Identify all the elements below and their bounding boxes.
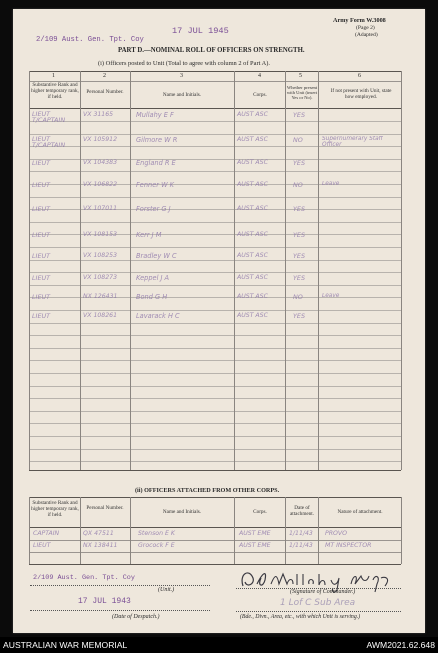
footer-left: AUSTRALIAN WAR MEMORIAL [3,640,128,650]
row-note: Leave [322,293,340,299]
table1-row-line [29,247,401,248]
table1-row-line [29,461,401,462]
table1-col-divider [234,71,235,470]
header-number: Personal Number. [86,89,124,95]
row-name: Bond G H [136,293,168,301]
signature-caption: (Signature of Commander.) [290,589,356,595]
header2-rank: Substantive Rank and higher temporary rank, if held. [31,500,79,518]
header2-number: Personal Number. [86,505,124,511]
row-rank: LIEUT [32,159,51,167]
table1-row-line [29,360,401,361]
part-title: PART D.—NOMINAL ROLL OF OFFICERS ON STRENGTH. [118,47,305,54]
table2-header-rule [29,527,401,528]
form-id: Army Form W.3008 [333,17,386,24]
table1-col-divider [318,71,319,470]
table1-row-line [29,436,401,437]
date-stamp-top: 17 JUL 1945 [172,26,229,36]
table1-row-line [29,310,401,311]
row-number: VX 104383 [83,159,118,166]
row-present: NO [293,293,303,301]
attached-name: Stenson E K [138,530,175,537]
header-corps: Corps. [253,92,267,98]
table2-col-divider [234,497,235,564]
location-handwriting: 1 Lof C Sub Area [280,598,356,608]
attached-corps: AUST EME [239,542,271,549]
row-number: VX 108253 [83,252,118,259]
table1-bottom-rule [29,470,401,471]
table1-row-line [29,121,401,122]
row-present: YES [293,205,305,213]
table1-top-rule [29,71,401,72]
form-page-number: (Page 2) [356,25,375,31]
row-corps: AUST ASC [237,181,268,188]
attached-nature: MT INSPECTOR [325,542,372,549]
table1-row-line [29,348,401,349]
row-number: VX 106822 [83,181,118,188]
row-number: VX 108261 [83,312,118,319]
col-number: 3 [180,73,183,79]
attached-nature: PROVO [325,530,348,537]
row-name: Fenner W K [136,181,175,189]
row-name: Kerr J M [136,231,162,239]
row-corps: AUST ASC [237,159,268,166]
form-adapted: (Adapted) [355,32,378,38]
table1-row-line [29,222,401,223]
despatch-line [30,610,210,611]
table1-row-line [29,411,401,412]
footer-right: AWM2021.62.648 [366,640,435,650]
row-corps: AUST ASC [237,136,268,143]
attached-name: Grocock F E [138,542,175,549]
header2-corps: Corps. [253,509,267,515]
header-not-present: If not present with Unit, state how employed. [330,88,392,100]
attached-date: 1/11/43 [289,542,313,549]
table1-row-line [29,260,401,261]
row-name: England R E [136,159,176,167]
signature-text [245,574,252,575]
row-number: VX 107011 [83,205,118,212]
table1-row-line [29,285,401,286]
row-number: VX 108153 [83,231,118,238]
row-corps: AUST ASC [237,274,268,281]
header-rank: Substantive Rank and higher temporary rank, if held. [31,82,79,100]
row-corps: AUST ASC [237,312,268,319]
table1-row-line [29,323,401,324]
row-rank: LIEUT [32,293,51,301]
row-present: YES [293,312,305,320]
row-present: YES [293,252,305,260]
header2-date: Date of attachment. [289,505,315,517]
row-note: Leave [322,181,340,187]
attached-rank: CAPTAIN [33,530,60,537]
row-name: Gilmore W R [136,136,178,144]
row-present: NO [293,136,303,144]
table2-row-rule [29,552,401,553]
row-rank: LIEUT [32,205,51,213]
table1-row-line [29,386,401,387]
row-name: Lavarack H C [136,312,180,320]
unit-caption: (Unit.) [158,587,175,593]
row-note: Supernumerary Staff Officer [322,136,383,149]
table1-col-divider [401,71,402,470]
table1-row-line [29,373,401,374]
section2-title: (ii) OFFICERS ATTACHED FROM OTHER CORPS. [135,487,280,494]
table1-row-line [29,134,401,135]
table1-col-divider [80,71,81,470]
row-name: Mullahy E F [136,111,174,119]
row-number: NX 126431 [83,293,118,300]
row-name: Bradley W C [136,252,177,260]
unit-line [30,585,210,586]
table1-row-line [29,449,401,450]
row-rank: LIEUT T/CAPTAIN [32,110,66,125]
col-number: 2 [103,73,106,79]
table1-col-divider [130,71,131,470]
table1-row-line [29,398,401,399]
unit-stamp-top: 2/109 Aust. Gen. Tpt. Coy [36,36,144,44]
row-present: YES [293,231,305,239]
row-present: YES [293,159,305,167]
row-name: Keppel J A [136,274,170,282]
row-corps: AUST ASC [237,205,268,212]
despatch-caption: (Date of Despatch.) [112,614,160,620]
table2-col-divider [401,497,402,564]
row-corps: AUST ASC [237,231,268,238]
header-present: Whether present with Unit (insert Yes or No). [286,85,318,101]
row-rank: LIEUT T/CAPTAIN [32,135,66,150]
col-number: 6 [358,73,361,79]
attached-number: NX 138411 [83,542,118,549]
row-corps: AUST ASC [237,111,268,118]
table2-top-rule [29,497,401,498]
row-number: VX 31165 [83,111,114,118]
row-rank: LIEUT [32,231,51,239]
row-rank: LIEUT [32,274,51,282]
table2-bottom-rule [29,564,401,565]
location-caption: (Bde., Divn., Area, etc., with which Unit is serving.) [240,614,361,620]
row-present: YES [293,274,305,282]
location-line [236,611,401,612]
col-number: 5 [299,73,302,79]
table1-row-line [29,197,401,198]
row-corps: AUST ASC [237,293,268,300]
unit-stamp-bottom: 2/109 Aust. Gen. Tpt. Coy [33,574,135,582]
header2-nature: Nature of attachment. [337,509,383,515]
table1-row-line [29,423,401,424]
attached-rank: LIEUT [33,542,51,549]
row-name: Forster G J [136,205,171,213]
table1-row-line [29,335,401,336]
section1-title: (i) Officers posted to Unit (Total to agree with column 2 of Part A). [98,60,270,67]
row-present: NO [293,181,303,189]
row-present: YES [293,111,305,119]
attached-corps: AUST EME [239,530,271,537]
table1-header-rule [29,108,401,109]
row-number: VX 105912 [83,136,118,143]
col-number: 1 [52,73,55,79]
row-corps: AUST ASC [237,252,268,259]
table1-number-rule [29,81,401,82]
row-number: VX 108273 [83,274,118,281]
row-rank: LIEUT [32,312,51,320]
table2-col-divider [130,497,131,564]
col-number: 4 [258,73,261,79]
date-stamp-bottom: 17 JUL 1943 [78,597,131,606]
archive-footer [0,637,438,653]
table1-row-line [29,171,401,172]
table1-col-divider [29,71,30,470]
row-rank: LIEUT [32,181,51,189]
attached-number: QX 47511 [83,530,114,537]
table1-col-divider [285,71,286,470]
attached-date: 1/11/43 [289,530,313,537]
header-name: Name and Initials. [162,92,202,98]
table2-col-divider [80,497,81,564]
header2-name: Name and Initials. [162,509,202,515]
table2-row-rule [29,540,401,541]
row-rank: LIEUT [32,252,51,260]
table2-col-divider [318,497,319,564]
